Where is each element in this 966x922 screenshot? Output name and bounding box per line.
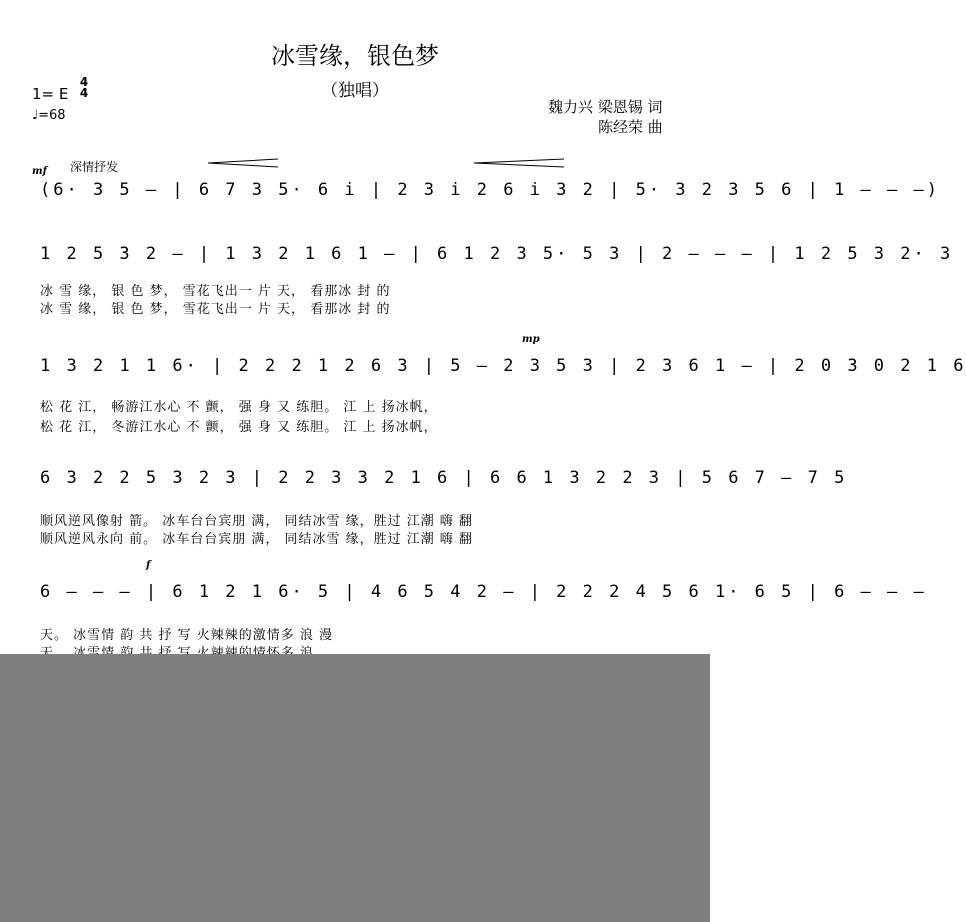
lyricists-credit: 魏力兴 梁恩锡 词 bbox=[548, 98, 663, 116]
system-5-lyrics-verse-1: 天。 冰雪情 韵 共 抒 写 火辣辣的激情多 浪 漫 bbox=[40, 628, 334, 643]
time-signature bbox=[78, 77, 90, 99]
time-signature-top: 4 bbox=[79, 75, 89, 89]
system-3-lyrics-verse-1: 松 花 江， 畅游江水心 不 颤， 强 身 又 练胆。 江 上 扬冰帆， bbox=[40, 400, 438, 415]
crescendo-hairpin bbox=[208, 158, 278, 168]
composer-credit: 陈经荣 曲 bbox=[598, 118, 663, 136]
tempo-marking: ♩=68 bbox=[32, 108, 66, 123]
system-4-lyrics-verse-1: 顺风逆风像射 箭。 冰车台台宾朋 满， 同结冰雪 缘，胜过 江潮 嗨 翻 bbox=[40, 514, 474, 529]
system-4-notes: 6 3 2 2 5 3 2 3 | 2 2 3 3 2 1 6 | 6 6 1 3 2 2 3 | 5 6 7 – 7 5 bbox=[40, 468, 848, 488]
system-2-lyrics-verse-2: 冰 雪 缘， 银 色 梦， 雪花飞出一 片 天， 看那冰 封 的 bbox=[40, 302, 391, 317]
system-5-notes: 6 – – – | 6 1 2 1 6· 5 | 4 6 5 4 2 – | 2 2 2 4 5 6 1· 6 5 | 6 – – – bbox=[40, 582, 927, 602]
key-signature: 1= E bbox=[32, 85, 69, 103]
system-4-lyrics-verse-2: 顺风逆风永向 前。 冰车台台宾朋 满， 同结冰雪 缘，胜过 江潮 嗨 翻 bbox=[40, 532, 474, 547]
system-2-notes: 1 2 5 3 2 – | 1 3 2 1 6 1 – | 6 1 2 3 5· 5 3 | 2 – – – | 1 2 5 3 2· 3 bbox=[40, 244, 954, 264]
song-title: 冰雪缘，银色梦 bbox=[271, 42, 439, 70]
song-subtitle: （独唱） bbox=[321, 81, 389, 101]
time-signature-bottom: 4 bbox=[79, 86, 89, 100]
expression-marking: 深情抒发 bbox=[70, 160, 119, 174]
crescendo-hairpin bbox=[474, 158, 564, 168]
dynamic-mf: mf bbox=[32, 166, 47, 177]
system-2-lyrics-verse-1: 冰 雪 缘， 银 色 梦， 雪花飞出一 片 天， 看那冰 封 的 bbox=[40, 284, 391, 299]
blank-gray-region bbox=[0, 654, 710, 922]
dynamic-mp: mp bbox=[522, 334, 540, 345]
system-3-notes: 1 3 2 1 1 6· | 2 2 2 1 2 6 3 | 5 – 2 3 5 3 | 2 3 6 1 – | 2 0 3 0 2 1 6 bbox=[40, 356, 966, 376]
system-3-lyrics-verse-2: 松 花 江， 冬游江水心 不 颤， 强 身 又 练胆。 江 上 扬冰帆， bbox=[40, 420, 438, 435]
dynamic-f: f bbox=[146, 560, 151, 571]
system-1-notes: (6· 3 5 – | 6 7 3 5· 6 i | 2 3 i 2 6 i 3 2 | 5· 3 2 3 5 6 | 1 – – –) bbox=[40, 180, 940, 200]
